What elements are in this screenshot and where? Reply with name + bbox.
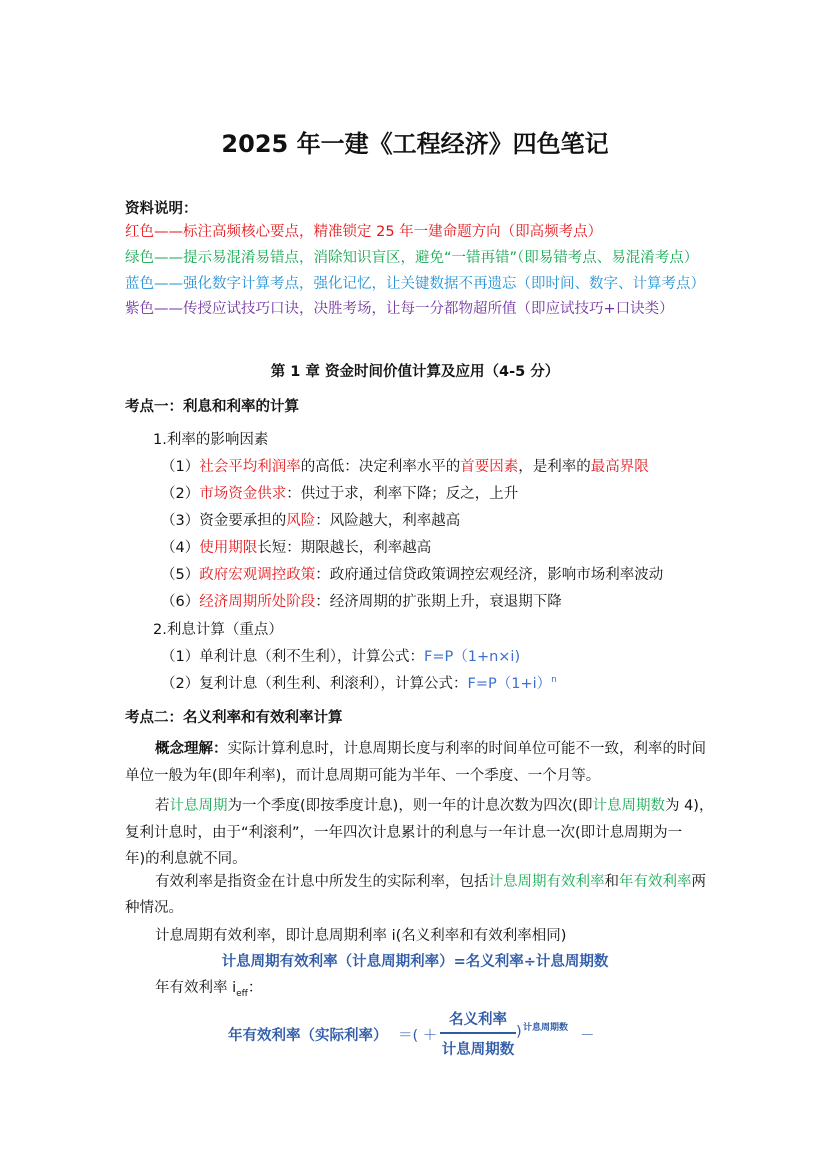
para2-line-2: 复利计息时，由于“利滚利”，一年四次计息累计的利息与一年计息一次(即计息周期为一 xyxy=(125,825,683,841)
calc-compound: （2）复利计息（利生利、利滚利），计算公式：$F=P(1+i)^n$ xyxy=(161,675,557,692)
para3-line-1: 有效利率是指资金在计息中所发生的实际利率，包括计息周期有效利率和年有效利率两 xyxy=(155,874,706,890)
calc-simple: （1）单利计息（利不生利），计算公式：F=P（1+n×i) xyxy=(161,649,521,665)
chapter-heading: 第 1 章 资金时间价值计算及应用（4-5 分） xyxy=(270,364,560,380)
para2-line-1: 若计息周期为一个季度(即按季度计息)，则一年的计息次数为四次(即计息周期数为 4)， xyxy=(155,798,714,814)
formula-annual-denominator: 计息周期数 xyxy=(441,1042,515,1058)
point1-sub1: 1.利率的影响因素 xyxy=(153,432,269,448)
factor-2: （2）市场资金供求：供过于求，利率下降；反之，上升 xyxy=(161,486,519,502)
formula-annual-close: ) xyxy=(516,1024,522,1040)
intro-line-red: 红色——标注高频核心要点，精准锁定 25 年一建命题方向（即高频考点） xyxy=(125,224,603,240)
intro-line-blue: 蓝色——强化数字计算考点，强化记忆，让关键数据不再遗忘（即时间、数字、计算考点） xyxy=(125,276,705,292)
para5: 年有效利率 $i_{eff}$： xyxy=(155,980,263,999)
factor-6: （6）经济周期所处阶段：经济周期的扩张期上升，衰退期下降 xyxy=(161,594,562,610)
intro-line-green: 绿色——提示易混淆易错点，消除知识盲区，避免“一错再错”（即易错考点、易混淆考点） xyxy=(125,250,699,266)
formula-annual-exponent: 计息周期数 xyxy=(523,1023,569,1033)
concept-line-1: 概念理解：实际计算利息时，计息周期长度与利率的时间单位可能不一致，利率的时间 xyxy=(155,741,706,757)
factor-3: （3）资金要承担的风险：风险越大，利率越高 xyxy=(161,513,461,529)
para4: 计息周期有效利率，即计息周期利率 i(名义利率和有效利率相同) xyxy=(155,928,567,944)
para3-line-2: 种情况。 xyxy=(125,900,183,916)
formula-annual-eq: ＝( ＋ xyxy=(398,1028,438,1044)
factor-1: （1）社会平均利润率的高低：决定利率水平的首要因素，是利率的最高界限 xyxy=(161,459,649,475)
intro-line-purple: 紫色——传授应试技巧口诀，决胜考场，让每一分都物超所值（即应试技巧+口诀类） xyxy=(125,301,674,317)
point1-heading: 考点一：利息和利率的计算 xyxy=(125,399,299,415)
point2-heading: 考点二：名义利率和有效利率计算 xyxy=(125,710,343,726)
intro-heading: 资料说明： xyxy=(125,201,198,217)
factor-4: （4）使用期限长短：期限越长，利率越高 xyxy=(161,540,432,556)
document-title: 2025 年一建《工程经济》四色笔记 xyxy=(221,130,609,158)
point1-sub2: 2.利息计算（重点） xyxy=(153,622,283,638)
concept-line-2: 单位一般为年(即年利率)，而计息周期可能为半年、一个季度、一个月等。 xyxy=(125,768,601,784)
formula-period-rate: 计息周期有效利率（计息周期利率）=名义利率÷计息周期数 xyxy=(221,954,609,970)
formula-annual-numerator: 名义利率 xyxy=(449,1012,507,1028)
fraction-bar xyxy=(440,1032,516,1034)
factor-5: （5）政府宏观调控政策：政府通过信贷政策调控宏观经济，影响市场利率波动 xyxy=(161,567,664,583)
formula-annual-left: 年有效利率（实际利率） xyxy=(228,1028,388,1044)
para2-line-3: 年)的利息就不同。 xyxy=(125,851,247,867)
formula-annual-tail: － xyxy=(580,1028,595,1044)
